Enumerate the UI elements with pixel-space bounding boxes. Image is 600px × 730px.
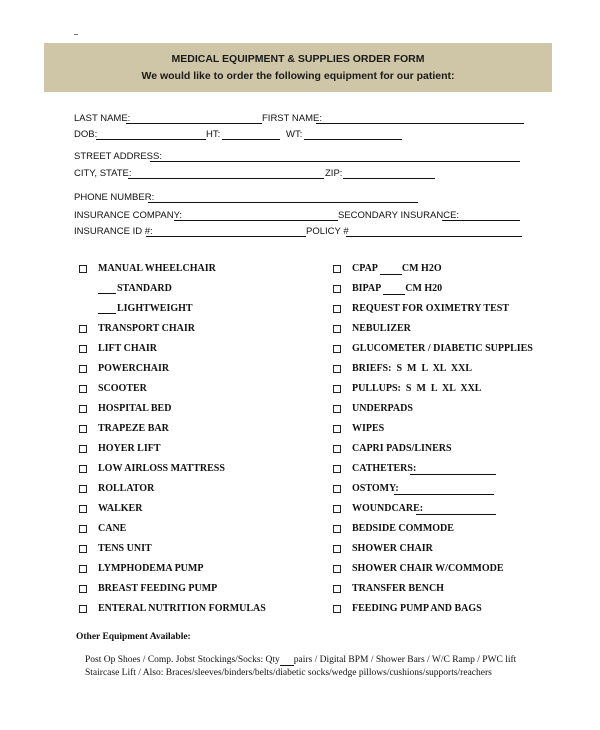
header-banner: [44, 43, 552, 92]
item-catheters: CATHETERS:: [352, 463, 417, 474]
checkbox-woundcare[interactable]: [333, 505, 341, 513]
item-briefs: BRIEFS: S M L XL XXL: [352, 363, 473, 374]
socks-qty-field[interactable]: [280, 655, 294, 666]
item-lymphodema-pump: LYMPHODEMA PUMP: [98, 563, 204, 574]
other-line1-part-b: pairs / Digital BPM / Shower Bars / W/C Ramp / PWC lift: [293, 655, 517, 665]
street-address-label: STREET ADDRESS:: [74, 151, 162, 162]
item-cpap: [352, 263, 442, 275]
item-hoyer-lift: HOYER LIFT: [98, 443, 161, 454]
form-title: MEDICAL EQUIPMENT & SUPPLIES ORDER FORM: [171, 53, 425, 65]
city-state-field[interactable]: [128, 178, 324, 179]
item-rollator: ROLLATOR: [98, 483, 155, 494]
checkbox-underpads[interactable]: [333, 405, 341, 413]
last-name-label: LAST NAME:: [74, 113, 131, 124]
item-glucometer: GLUCOMETER / DIABETIC SUPPLIES: [352, 343, 533, 354]
policy-field[interactable]: [346, 236, 522, 237]
bipap-label: BIPAP: [352, 283, 381, 294]
item-tens-unit: TENS UNIT: [98, 543, 152, 554]
cpap-label: CPAP: [352, 263, 378, 274]
checkbox-enteral-nutrition[interactable]: [79, 605, 87, 613]
checkbox-shower-chair-commode[interactable]: [333, 565, 341, 573]
item-shower-chair: SHOWER CHAIR: [352, 543, 433, 554]
checkbox-shower-chair[interactable]: [333, 545, 341, 553]
item-enteral-nutrition: ENTERAL NUTRITION FORMULAS: [98, 603, 266, 614]
policy-label: POLICY #: [306, 226, 349, 237]
checkbox-bedside-commode[interactable]: [333, 525, 341, 533]
item-bedside-commode: BEDSIDE COMMODE: [352, 523, 454, 534]
checkbox-cpap[interactable]: [333, 265, 341, 273]
woundcare-field[interactable]: [416, 514, 496, 515]
cpap-unit: CM H2O: [401, 263, 442, 274]
item-ostomy: OSTOMY:: [352, 483, 399, 494]
item-scooter: SCOOTER: [98, 383, 147, 394]
checkbox-manual-wheelchair[interactable]: [79, 265, 87, 273]
checkbox-breast-feeding-pump[interactable]: [79, 585, 87, 593]
item-transfer-bench: TRANSFER BENCH: [352, 583, 444, 594]
checkbox-transport-chair[interactable]: [79, 325, 87, 333]
ht-label: HT:: [206, 129, 221, 140]
item-woundcare: WOUNDCARE:: [352, 503, 424, 514]
insurance-id-label: INSURANCE ID #:: [74, 226, 153, 237]
insurance-company-field[interactable]: [174, 220, 338, 221]
other-equipment-title: Other Equipment Available:: [76, 632, 191, 642]
item-underpads: UNDERPADS: [352, 403, 413, 414]
checkbox-pullups[interactable]: [333, 385, 341, 393]
bipap-pressure-field[interactable]: [383, 283, 405, 295]
checkbox-nebulizer[interactable]: [333, 325, 341, 333]
item-feeding-pump: FEEDING PUMP AND BAGS: [352, 603, 482, 614]
checkbox-hoyer-lift[interactable]: [79, 445, 87, 453]
checkbox-hospital-bed[interactable]: [79, 405, 87, 413]
item-capri-pads: CAPRI PADS/LINERS: [352, 443, 452, 454]
other-equipment-line-2: Staircase Lift / Also: Braces/sleeves/binders/belts/diabetic socks/wedge pillows/cushions/supports/reachers: [85, 668, 492, 678]
ostomy-field[interactable]: [394, 494, 494, 495]
dob-field[interactable]: [96, 139, 206, 140]
checkbox-oximetry-test[interactable]: [333, 305, 341, 313]
form-subtitle: We would like to order the following equipment for our patient:: [141, 70, 455, 82]
wt-label: WT:: [286, 129, 303, 140]
zip-label: ZIP:: [325, 168, 343, 179]
other-equipment-line-1: [85, 655, 516, 666]
street-address-field[interactable]: [150, 161, 520, 162]
item-low-airloss-mattress: LOW AIRLOSS MATTRESS: [98, 463, 225, 474]
first-name-field[interactable]: [316, 123, 524, 124]
checkbox-catheters[interactable]: [333, 465, 341, 473]
checkbox-cane[interactable]: [79, 525, 87, 533]
item-transport-chair: TRANSPORT CHAIR: [98, 323, 195, 334]
wt-field[interactable]: [304, 139, 402, 140]
insurance-id-field[interactable]: [146, 236, 306, 237]
phone-label: PHONE NUMBER:: [74, 192, 155, 203]
checkbox-capri-pads[interactable]: [333, 445, 341, 453]
checkbox-ostomy[interactable]: [333, 485, 341, 493]
item-shower-chair-commode: SHOWER CHAIR W/COMMODE: [352, 563, 504, 574]
phone-field[interactable]: [148, 202, 418, 203]
item-wipes: WIPES: [352, 423, 385, 434]
insurance-company-label: INSURANCE COMPANY:: [74, 210, 183, 221]
item-breast-feeding-pump: BREAST FEEDING PUMP: [98, 583, 218, 594]
lightweight-blank[interactable]: [98, 313, 116, 314]
first-name-label: FIRST NAME:: [262, 113, 322, 124]
item-powerchair: POWERCHAIR: [98, 363, 170, 374]
checkbox-glucometer[interactable]: [333, 345, 341, 353]
zip-field[interactable]: [343, 178, 435, 179]
dob-label: DOB:: [74, 129, 98, 140]
corner-mark: [74, 34, 78, 35]
checkbox-transfer-bench[interactable]: [333, 585, 341, 593]
city-state-label: CITY, STATE:: [74, 168, 132, 179]
item-pullups: PULLUPS: S M L XL XXL: [352, 383, 482, 394]
item-manual-wheelchair: MANUAL WHEELCHAIR: [98, 263, 216, 274]
item-oximetry-test: REQUEST FOR OXIMETRY TEST: [352, 303, 510, 314]
bipap-unit: CM H20: [405, 283, 443, 294]
checkbox-scooter[interactable]: [79, 385, 87, 393]
checkbox-briefs[interactable]: [333, 365, 341, 373]
checkbox-tens-unit[interactable]: [79, 545, 87, 553]
item-trapeze-bar: TRAPEZE BAR: [98, 423, 169, 434]
checkbox-feeding-pump[interactable]: [333, 605, 341, 613]
item-lift-chair: LIFT CHAIR: [98, 343, 157, 354]
secondary-insurance-field[interactable]: [442, 220, 520, 221]
checkbox-low-airloss-mattress[interactable]: [79, 465, 87, 473]
item-nebulizer: NEBULIZER: [352, 323, 411, 334]
checkbox-wipes[interactable]: [333, 425, 341, 433]
checkbox-lift-chair[interactable]: [79, 345, 87, 353]
item-lightweight: LIGHTWEIGHT: [117, 303, 193, 314]
last-name-field[interactable]: [126, 123, 262, 124]
checkbox-powerchair[interactable]: [79, 365, 87, 373]
cpap-pressure-field[interactable]: [380, 263, 402, 275]
checkbox-bipap[interactable]: [333, 285, 341, 293]
secondary-insurance-label: SECONDARY INSURANCE:: [338, 210, 460, 221]
other-line1-part-a: Post Op Shoes / Comp. Jobst Stockings/Socks: Qty: [85, 655, 280, 665]
ht-field[interactable]: [222, 139, 280, 140]
standard-blank[interactable]: [98, 293, 116, 294]
item-cane: CANE: [98, 523, 127, 534]
checkbox-rollator[interactable]: [79, 485, 87, 493]
checkbox-trapeze-bar[interactable]: [79, 425, 87, 433]
item-hospital-bed: HOSPITAL BED: [98, 403, 172, 414]
checkbox-lymphodema-pump[interactable]: [79, 565, 87, 573]
item-bipap: [352, 283, 442, 295]
checkbox-walker[interactable]: [79, 505, 87, 513]
item-standard: STANDARD: [117, 283, 172, 294]
catheters-field[interactable]: [410, 474, 496, 475]
item-walker: WALKER: [98, 503, 143, 514]
